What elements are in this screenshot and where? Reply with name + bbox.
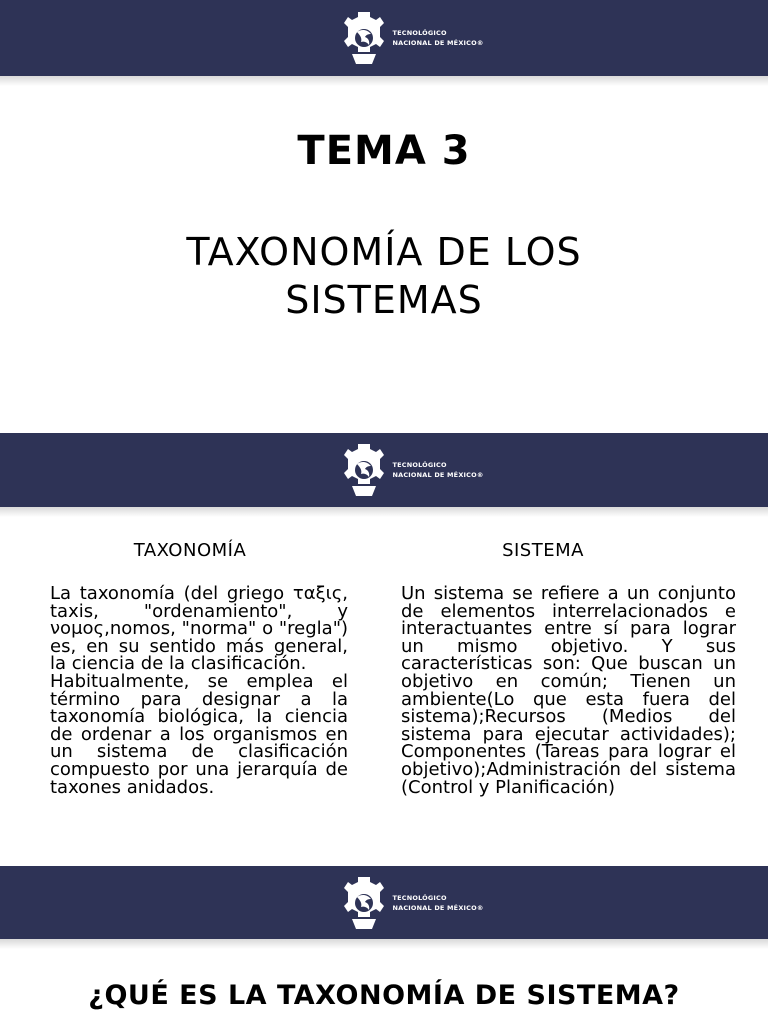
header-band-1 xyxy=(0,0,768,76)
header-band-3 xyxy=(0,866,768,939)
taxonomia-text xyxy=(50,585,348,796)
band-shadow xyxy=(0,76,768,86)
sistema-text xyxy=(401,585,736,796)
gear-eagle-icon xyxy=(344,10,384,66)
subtitle-line-1: TAXONOMÍA DE LOS xyxy=(186,230,582,274)
tecnm-logo xyxy=(344,442,483,498)
logo-line-1: TECNOLÓGICO xyxy=(392,29,447,37)
sistema-paragraph: Un sistema se refiere a un conjunto de elementos interrelacionados e interactuantes entre sí para lograr un mismo objetivo. Y sus características son: Que buscan un objetivo en común; Tienen un ambiente(Lo que esta fuera del sistema);Recursos (Medios del sistema para ejecutar actividades); Componentes (Tareas para lograr el objetivo);Administración del sistema (Control y Planificación) xyxy=(401,583,736,798)
gear-eagle-icon xyxy=(344,442,384,498)
sistema-heading: SISTEMA xyxy=(502,540,584,561)
taxonomia-paragraph-2: Habitualmente, se emplea el término para designar a la taxonomía biológica, la ciencia de ordenar a los organismos en un sistema de clasificación compuesto por una jerarquía de taxones anidados. xyxy=(50,670,348,798)
gear-eagle-icon xyxy=(344,875,384,931)
tecnm-logo xyxy=(344,10,483,66)
tecnm-logo xyxy=(344,875,483,931)
logo-line-1: TECNOLÓGICO xyxy=(392,461,447,469)
slide-question: ¿QUÉ ES LA TAXONOMÍA DE SISTEMA? xyxy=(88,980,680,1011)
band-shadow xyxy=(0,939,768,949)
logo-line-2: NACIONAL DE MÉXICO® xyxy=(392,903,484,912)
slide-subtitle xyxy=(0,228,768,324)
slide-heading: TEMA 3 xyxy=(297,128,471,174)
logo-line-1: TECNOLÓGICO xyxy=(392,893,447,902)
taxonomia-paragraph-1: La taxonomía (del griego ταξις, taxis, "ordenamiento", y νομος,nomos, "norma" o "regla") es, en su sentido más general, la ciencia de la clasificación. xyxy=(50,583,348,675)
logo-line-2: NACIONAL DE MÉXICO® xyxy=(392,471,484,479)
logo-line-2: NACIONAL DE MÉXICO® xyxy=(392,39,484,47)
subtitle-line-2: SISTEMAS xyxy=(285,278,483,322)
taxonomia-heading: TAXONOMÍA xyxy=(133,540,247,561)
band-shadow xyxy=(0,507,768,517)
header-band-2 xyxy=(0,433,768,507)
